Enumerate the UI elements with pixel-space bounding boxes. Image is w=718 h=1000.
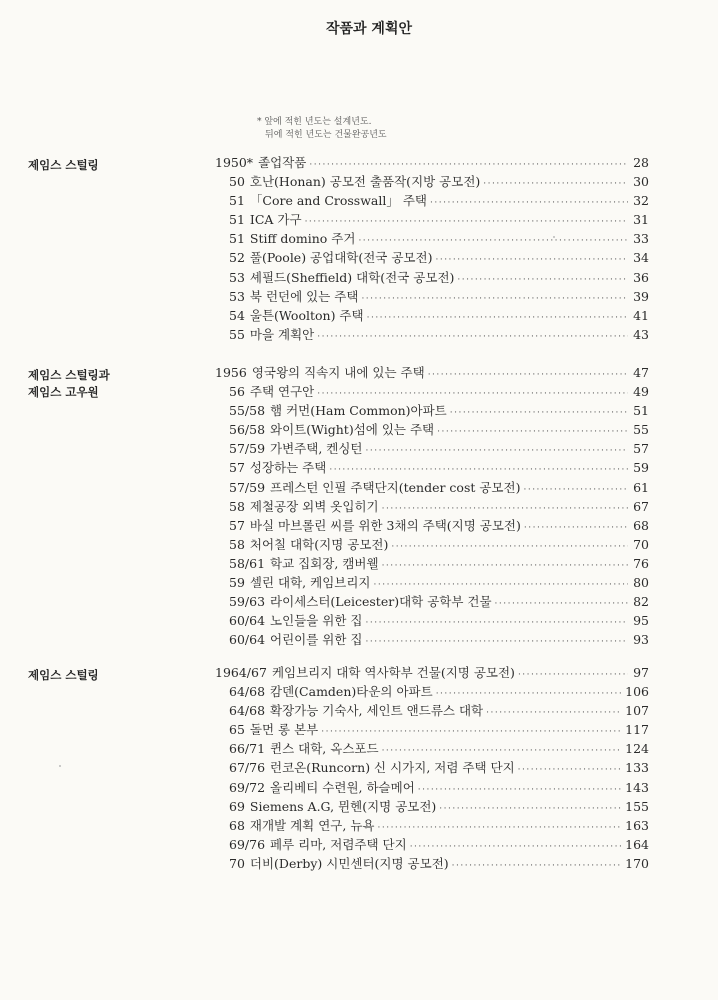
entry-page-number: 61 (633, 479, 649, 495)
toc-entry (215, 229, 649, 248)
entry-page-number: 33 (633, 231, 649, 247)
entry-title: 더비(Derby) 시민센터(지명 공모전) (249, 855, 449, 871)
entry-page-number: 76 (633, 555, 649, 571)
toc-entry (215, 248, 649, 267)
entry-title: 주택 연구안 (249, 384, 315, 400)
entry-page-number: 47 (633, 365, 649, 380)
dot-leader (439, 800, 622, 819)
entry-year: 60/64 (229, 632, 266, 648)
entry-page-number: 70 (633, 536, 649, 552)
toc-entry (215, 797, 649, 816)
entry-title: 올리베티 수련원, 하슬메어 (270, 779, 415, 795)
entry-page-number: 32 (633, 193, 649, 209)
entry-title: 런코온(Runcorn) 신 시가지, 저렴 주택 단지 (270, 760, 515, 776)
entry-year: 64/68 (229, 684, 266, 700)
toc-entry (215, 573, 649, 592)
entry-page-number: 68 (633, 517, 649, 533)
entry-title: 셀린 대학, 케임브리지 (249, 575, 371, 591)
toc-entry (215, 835, 649, 854)
entry-page-number: 97 (633, 665, 649, 680)
entry-title: 재개발 계획 연구, 뉴욕 (249, 817, 375, 833)
dot-leader (317, 328, 628, 347)
dot-leader (430, 194, 628, 213)
dot-leader (366, 442, 628, 461)
entry-title: 바실 마브롤린 씨를 위한 3채의 주택(지명 공모전) (249, 517, 521, 533)
toc-entry (215, 554, 649, 573)
entry-title: 성장하는 주택 (249, 460, 327, 476)
dot-leader (483, 175, 628, 194)
entry-year: 53 (229, 288, 245, 304)
entry-page-number: 164 (625, 836, 649, 852)
toc-entry (215, 816, 649, 835)
entry-title: 프레스턴 인필 주택단지(tender cost 공모전) (270, 479, 521, 495)
entry-year: 64/68 (229, 703, 266, 719)
entry-year: 51 (229, 231, 245, 247)
entry-page-number: 57 (633, 441, 649, 457)
dot-leader (428, 366, 628, 385)
dot-leader (366, 614, 628, 633)
entry-year: 57 (229, 517, 245, 533)
entry-page-number: 41 (633, 307, 649, 323)
entry-page-number: 36 (633, 269, 649, 285)
dot-leader (495, 595, 628, 614)
page-title: 작품과 계획안 (325, 21, 413, 37)
paper-speck (553, 236, 555, 238)
toc-entry (215, 382, 649, 401)
entry-year: 69 (229, 798, 245, 814)
toc-entry (215, 325, 649, 344)
entry-title: Stiff domino 주거 (249, 231, 356, 247)
toc-entry (215, 739, 649, 758)
dot-leader (486, 704, 622, 723)
entry-year: 57/59 (229, 479, 266, 495)
toc-list (215, 663, 649, 873)
entry-year: 60/64 (229, 613, 266, 629)
dot-leader (435, 251, 628, 270)
entry-page-number: 59 (633, 460, 649, 476)
entry-year: 56/58 (229, 422, 266, 438)
entry-year: 1950* (215, 155, 254, 170)
entry-title: ICA 가구 (249, 212, 302, 228)
dot-leader (524, 519, 628, 538)
toc-list (215, 363, 649, 649)
entry-year: 67/76 (229, 760, 266, 776)
entry-title: Siemens A.G, 뮌헨(지명 공모전) (249, 798, 437, 814)
entry-year: 58/61 (229, 555, 266, 571)
entry-year: 57 (229, 460, 245, 476)
toc-entry (215, 153, 649, 172)
entry-page-number: 133 (625, 760, 649, 776)
entry-page-number: 49 (633, 384, 649, 400)
entry-page-number: 93 (633, 632, 649, 648)
entry-title: 울튼(Woolton) 주택 (249, 307, 364, 323)
entry-year: 70 (229, 855, 245, 871)
toc-entry (215, 458, 649, 477)
entry-title: 어린이를 위한 집 (270, 632, 363, 648)
toc-entry (215, 592, 649, 611)
entry-year: 55 (229, 326, 245, 342)
entry-year: 52 (229, 250, 245, 266)
dot-leader (437, 423, 628, 442)
toc-entry (215, 682, 649, 701)
entry-year: 56 (229, 384, 245, 400)
entry-page-number: 143 (625, 779, 649, 795)
entry-page-number: 170 (625, 855, 649, 871)
toc-entry (215, 778, 649, 797)
toc-entry (215, 306, 649, 325)
toc-entry (215, 701, 649, 720)
section-label-line: 제임스 고우원 (28, 385, 99, 399)
entry-page-number: 51 (633, 403, 649, 419)
entry-year: 65 (229, 722, 245, 738)
toc-entry (215, 478, 649, 497)
entry-year: 1956 (215, 365, 247, 380)
entry-year: 53 (229, 269, 245, 285)
dot-leader (457, 271, 628, 290)
entry-year: 59/63 (229, 594, 266, 610)
entry-year: 58 (229, 498, 245, 514)
entry-year: 59 (229, 575, 245, 591)
entry-title: 북 런던에 있는 주택 (249, 288, 359, 304)
dot-leader (382, 557, 628, 576)
entry-title: 호난(Honan) 공모전 출품작(지방 공모전) (249, 174, 481, 190)
dot-leader (518, 666, 628, 685)
entry-title: 마을 계획안 (249, 326, 315, 342)
entry-title: 학교 집회장, 캠버웰 (270, 555, 379, 571)
entry-year: 51 (229, 212, 245, 228)
entry-page-number: 39 (633, 288, 649, 304)
toc-entry (215, 611, 649, 630)
dot-leader (450, 404, 628, 423)
entry-title: 퀸스 대학, 옥스포드 (270, 741, 379, 757)
entry-page-number: 30 (633, 174, 649, 190)
entry-title: 셰필드(Sheffield) 대학(전국 공모전) (249, 269, 455, 285)
entry-title: 영국왕의 직속지 내에 있는 주택 (251, 365, 425, 380)
toc-entry (215, 287, 649, 306)
toc-entry (215, 210, 649, 229)
dot-leader (367, 309, 628, 328)
dot-leader (523, 481, 628, 500)
entry-title: 와이트(Wight)섬에 있는 주택 (270, 422, 435, 438)
dot-leader (361, 290, 628, 309)
toc-entry (215, 191, 649, 210)
entry-year: 69/72 (229, 779, 266, 795)
entry-title: 확장가능 기숙사, 세인트 앤드류스 대학 (270, 703, 484, 719)
toc-entry (215, 535, 649, 554)
year-note-line: * 앞에 적힌 년도는 설계년도. (257, 117, 372, 127)
toc-entry (215, 630, 649, 649)
entry-year: 51 (229, 193, 245, 209)
section-label-line: 제임스 스털링 (28, 668, 99, 682)
entry-title: 돌먼 롱 본부 (249, 722, 319, 738)
entry-year: 50 (229, 174, 245, 190)
section-label (28, 157, 99, 174)
toc-entry (215, 497, 649, 516)
entry-title: 처어칠 대학(지명 공모전) (249, 536, 389, 552)
dot-leader (377, 819, 622, 838)
entry-title: 햄 커먼(Ham Common)아파트 (270, 403, 447, 419)
section-label (28, 667, 99, 684)
entry-title: 졸업작품 (258, 155, 307, 170)
entry-year: 69/76 (229, 836, 266, 852)
entry-title: 가변주택, 켄싱턴 (270, 441, 363, 457)
entry-page-number: 82 (633, 594, 649, 610)
entry-year: 55/58 (229, 403, 266, 419)
entry-year: 57/59 (229, 441, 266, 457)
entry-page-number: 107 (625, 703, 649, 719)
entry-page-number: 124 (625, 741, 649, 757)
toc-entry (215, 268, 649, 287)
entry-page-number: 31 (633, 212, 649, 228)
year-note (257, 116, 387, 142)
entry-page-number: 67 (633, 498, 649, 514)
entry-page-number: 117 (625, 722, 649, 738)
dot-leader (366, 633, 628, 652)
toc-entry (215, 172, 649, 191)
toc-list (215, 153, 649, 344)
entry-title: 노인들을 위한 집 (270, 613, 363, 629)
entry-year: 66/71 (229, 741, 266, 757)
entry-title: 라이세스터(Leicester)대학 공학부 건물 (270, 594, 492, 610)
entry-title: 「Core and Crosswall」 주택 (249, 193, 427, 209)
entry-page-number: 95 (633, 613, 649, 629)
entry-page-number: 34 (633, 250, 649, 266)
toc-entry (215, 663, 649, 682)
section-label-line: 제임스 스털링과 (28, 368, 110, 382)
toc-entry (215, 516, 649, 535)
toc-entry (215, 420, 649, 439)
entry-year: 54 (229, 307, 245, 323)
entry-page-number: 55 (633, 422, 649, 438)
toc-entry (215, 439, 649, 458)
toc-entry (215, 854, 649, 873)
dot-leader (418, 781, 622, 800)
entry-year: 1964/67 (215, 665, 267, 680)
entry-year: 58 (229, 536, 245, 552)
entry-title: 캄덴(Camden)타운의 아파트 (270, 684, 433, 700)
entry-page-number: 106 (625, 684, 649, 700)
dot-leader (452, 857, 622, 876)
toc-entry (215, 758, 649, 777)
entry-year: 68 (229, 817, 245, 833)
section-label (28, 367, 110, 401)
entry-title: 페루 리마, 저렴주택 단지 (270, 836, 407, 852)
paper-speck (59, 765, 61, 767)
dot-leader (518, 761, 622, 780)
entry-page-number: 80 (633, 575, 649, 591)
toc-entry (215, 401, 649, 420)
dot-leader (391, 538, 628, 557)
entry-title: 풀(Poole) 공업대학(전국 공모전) (249, 250, 433, 266)
entry-page-number: 155 (625, 798, 649, 814)
entry-title: 케임브리지 대학 역사학부 건물(지명 공모전) (271, 665, 515, 680)
entry-title: 제철공장 외벽 옷입히기 (249, 498, 379, 514)
year-note-line: 뒤에 적힌 년도는 건물완공년도 (265, 130, 387, 140)
entry-page-number: 28 (633, 155, 649, 170)
toc-entry (215, 720, 649, 739)
entry-page-number: 43 (633, 326, 649, 342)
entry-page-number: 163 (625, 817, 649, 833)
toc-entry (215, 363, 649, 382)
section-label-line: 제임스 스털링 (28, 158, 99, 172)
